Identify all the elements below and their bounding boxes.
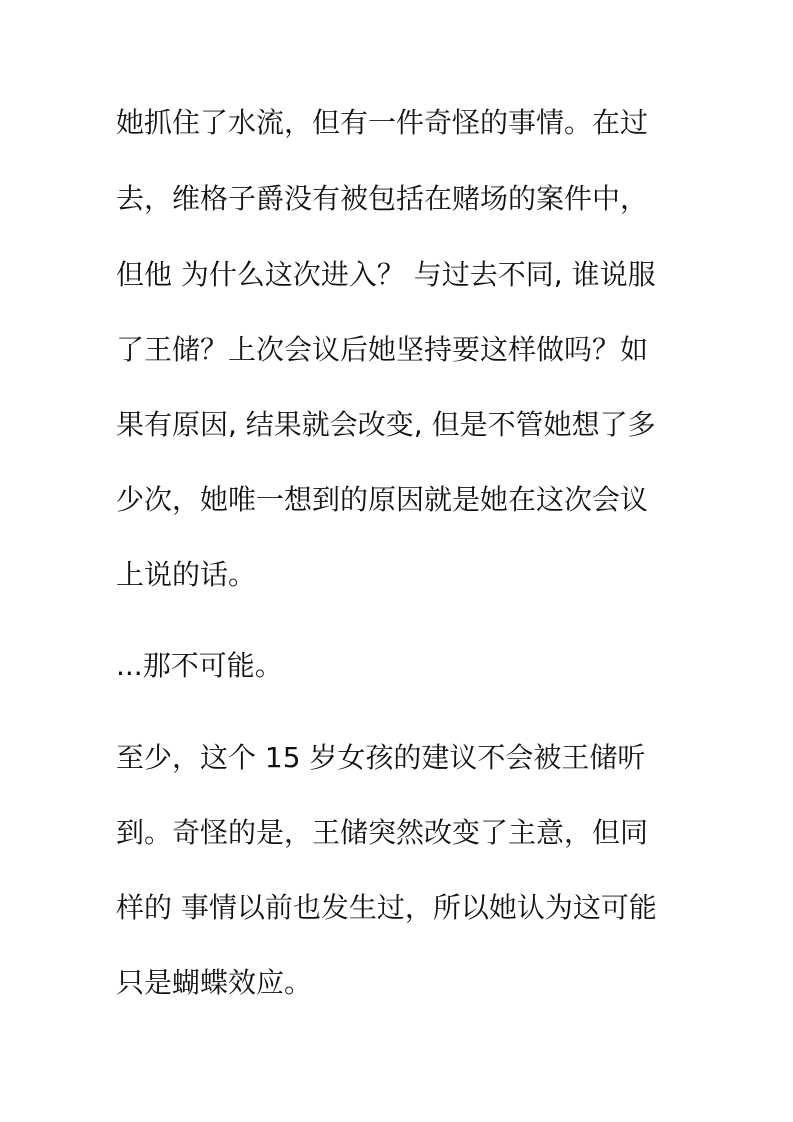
paragraph-1-line-5: 果有原因, 结果就会改变, 但是不管她想了多: [116, 408, 656, 441]
paragraph-3-line-1: 至少，这个 15 岁女孩的建议不会被王储听: [116, 741, 646, 774]
paragraph-1-line-1: 她抓住了水流，但有一件奇怪的事情。在过: [116, 106, 649, 139]
paragraph-3-line-3: 样的 事情以前也发生过，所以她认为这可能: [116, 891, 657, 924]
paragraph-3-line-4: 只是蝴蝶效应。: [116, 966, 313, 999]
paragraph-1-line-3: 但他 为什么这次进入？ 与过去不同, 谁说服: [116, 258, 656, 291]
paragraph-1-line-7: 上说的话。: [116, 558, 257, 591]
paragraph-3-line-2: 到。奇怪的是，王储突然改变了主意，但同: [116, 816, 649, 849]
paragraph-2-line-1: ...那不可能。: [116, 649, 283, 682]
paragraph-1-line-2: 去，维格子爵没有被包括在赌场的案件中，: [116, 182, 649, 215]
paragraph-1-line-6: 少次，她唯一想到的原因就是她在这次会议: [116, 483, 649, 516]
paragraph-1-line-4: 了王储？上次会议后她坚持要这样做吗？如: [116, 333, 649, 366]
